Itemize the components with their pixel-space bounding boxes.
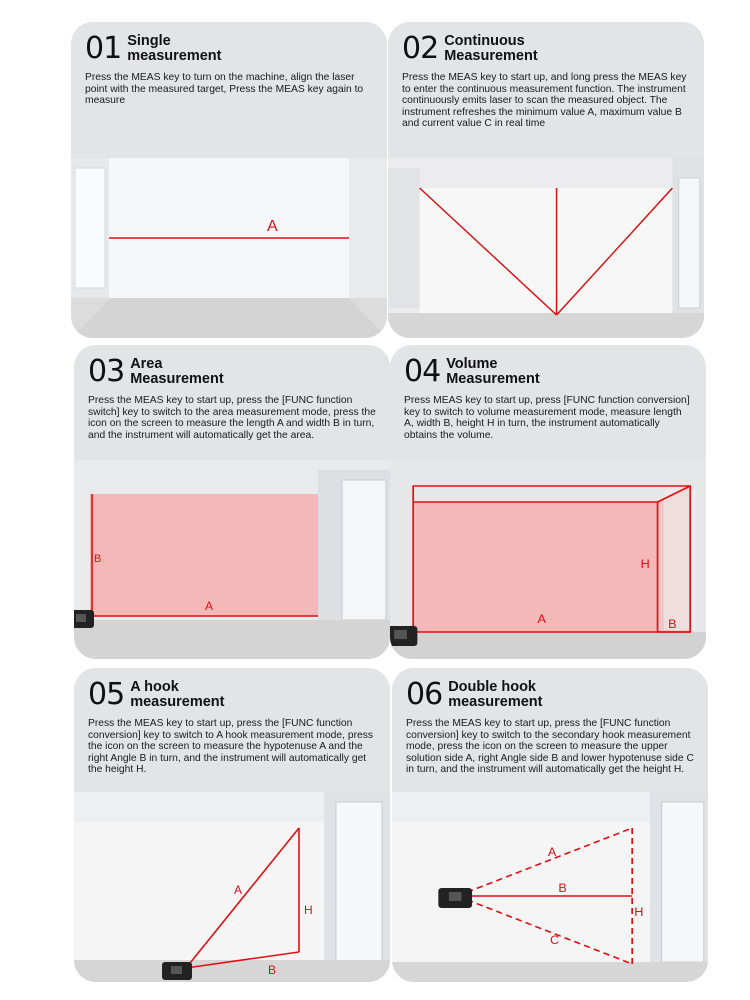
step-number: 05 — [88, 677, 125, 712]
step-number: 04 — [404, 354, 441, 389]
step-description: Press the MEAS key to start up, and long press the MEAS key to enter the continuous measurement function. The instrument continuously emits laser to scan the measured object. The instrument refreshes the minimum value A, maximum value B and current value C in real time — [402, 72, 687, 130]
label-a: A — [205, 599, 214, 613]
laser-device-icon — [74, 610, 94, 628]
step-description: Press the MEAS key to start up, press the [FUNC function conversion] key to switch to the secondary hook measurement mode, press the icon on the screen to measure the upper solution side A, right Angle side B and lower hypotenuse side C in turn, and the instrument will automatically get the height H. — [406, 718, 694, 776]
label-h: H — [304, 903, 313, 917]
step-title: Single measurement — [127, 33, 222, 64]
card-header — [74, 345, 390, 441]
label-b: B — [668, 617, 677, 631]
label-h: H — [640, 557, 650, 571]
label-a: A — [234, 883, 243, 897]
step-title: Continuous Measurement — [444, 33, 538, 64]
label-b: B — [558, 881, 567, 895]
room-illustration — [388, 158, 704, 338]
step-title: Volume Measurement — [446, 356, 540, 387]
card-a-hook-measurement — [74, 668, 390, 982]
label-a: A — [267, 218, 278, 235]
room-illustration — [74, 792, 390, 982]
card-area-measurement — [74, 345, 390, 659]
room-illustration — [390, 460, 706, 659]
card-header — [71, 22, 387, 107]
card-header — [390, 345, 706, 441]
step-title: Double hook measurement — [448, 679, 543, 710]
label-b: B — [268, 963, 277, 977]
step-number: 06 — [406, 677, 443, 712]
room-illustration — [74, 460, 390, 659]
card-continuous-measurement — [388, 22, 704, 338]
card-header — [388, 22, 704, 130]
step-description: Press MEAS key to start up, press [FUNC function conversion] key to switch to volume measurement mode, measure length A, width B, height H in turn, the instrument automatically obtains the volume. — [404, 395, 690, 441]
step-description: Press the MEAS key to start up, press the [FUNC function conversion] key to switch to A hook measurement mode, press the icon on the screen to measure the hypotenuse A and the right Angle B in turn, and the instrument will automatically get the height H. — [88, 718, 374, 776]
room-illustration — [392, 792, 708, 982]
step-number: 02 — [402, 31, 439, 66]
card-volume-measurement — [390, 345, 706, 659]
label-b: B — [94, 553, 102, 565]
laser-device-icon — [162, 962, 192, 980]
card-header — [392, 668, 708, 776]
laser-device-icon — [438, 888, 472, 908]
step-title: A hook measurement — [130, 679, 225, 710]
card-header — [74, 668, 390, 776]
card-single-measurement — [71, 22, 387, 338]
step-description: Press the MEAS key to start up, press the [FUNC function switch] key to switch to the area measurement mode, press the icon on the screen to measure the length A and width B in turn, and the instrument will automatically get the area. — [88, 395, 376, 441]
card-double-hook-measurement — [392, 668, 708, 982]
room-illustration — [71, 158, 387, 338]
step-number: 01 — [85, 31, 122, 66]
label-a: A — [547, 845, 557, 859]
step-title: Area Measurement — [130, 356, 224, 387]
label-c: C — [550, 933, 560, 947]
label-h: H — [634, 905, 644, 919]
step-number: 03 — [88, 354, 125, 389]
laser-device-icon — [390, 626, 417, 646]
label-a: A — [537, 612, 546, 626]
step-description: Press the MEAS key to turn on the machine, align the laser point with the measured target, Press the MEAS key again to measure — [85, 72, 364, 107]
